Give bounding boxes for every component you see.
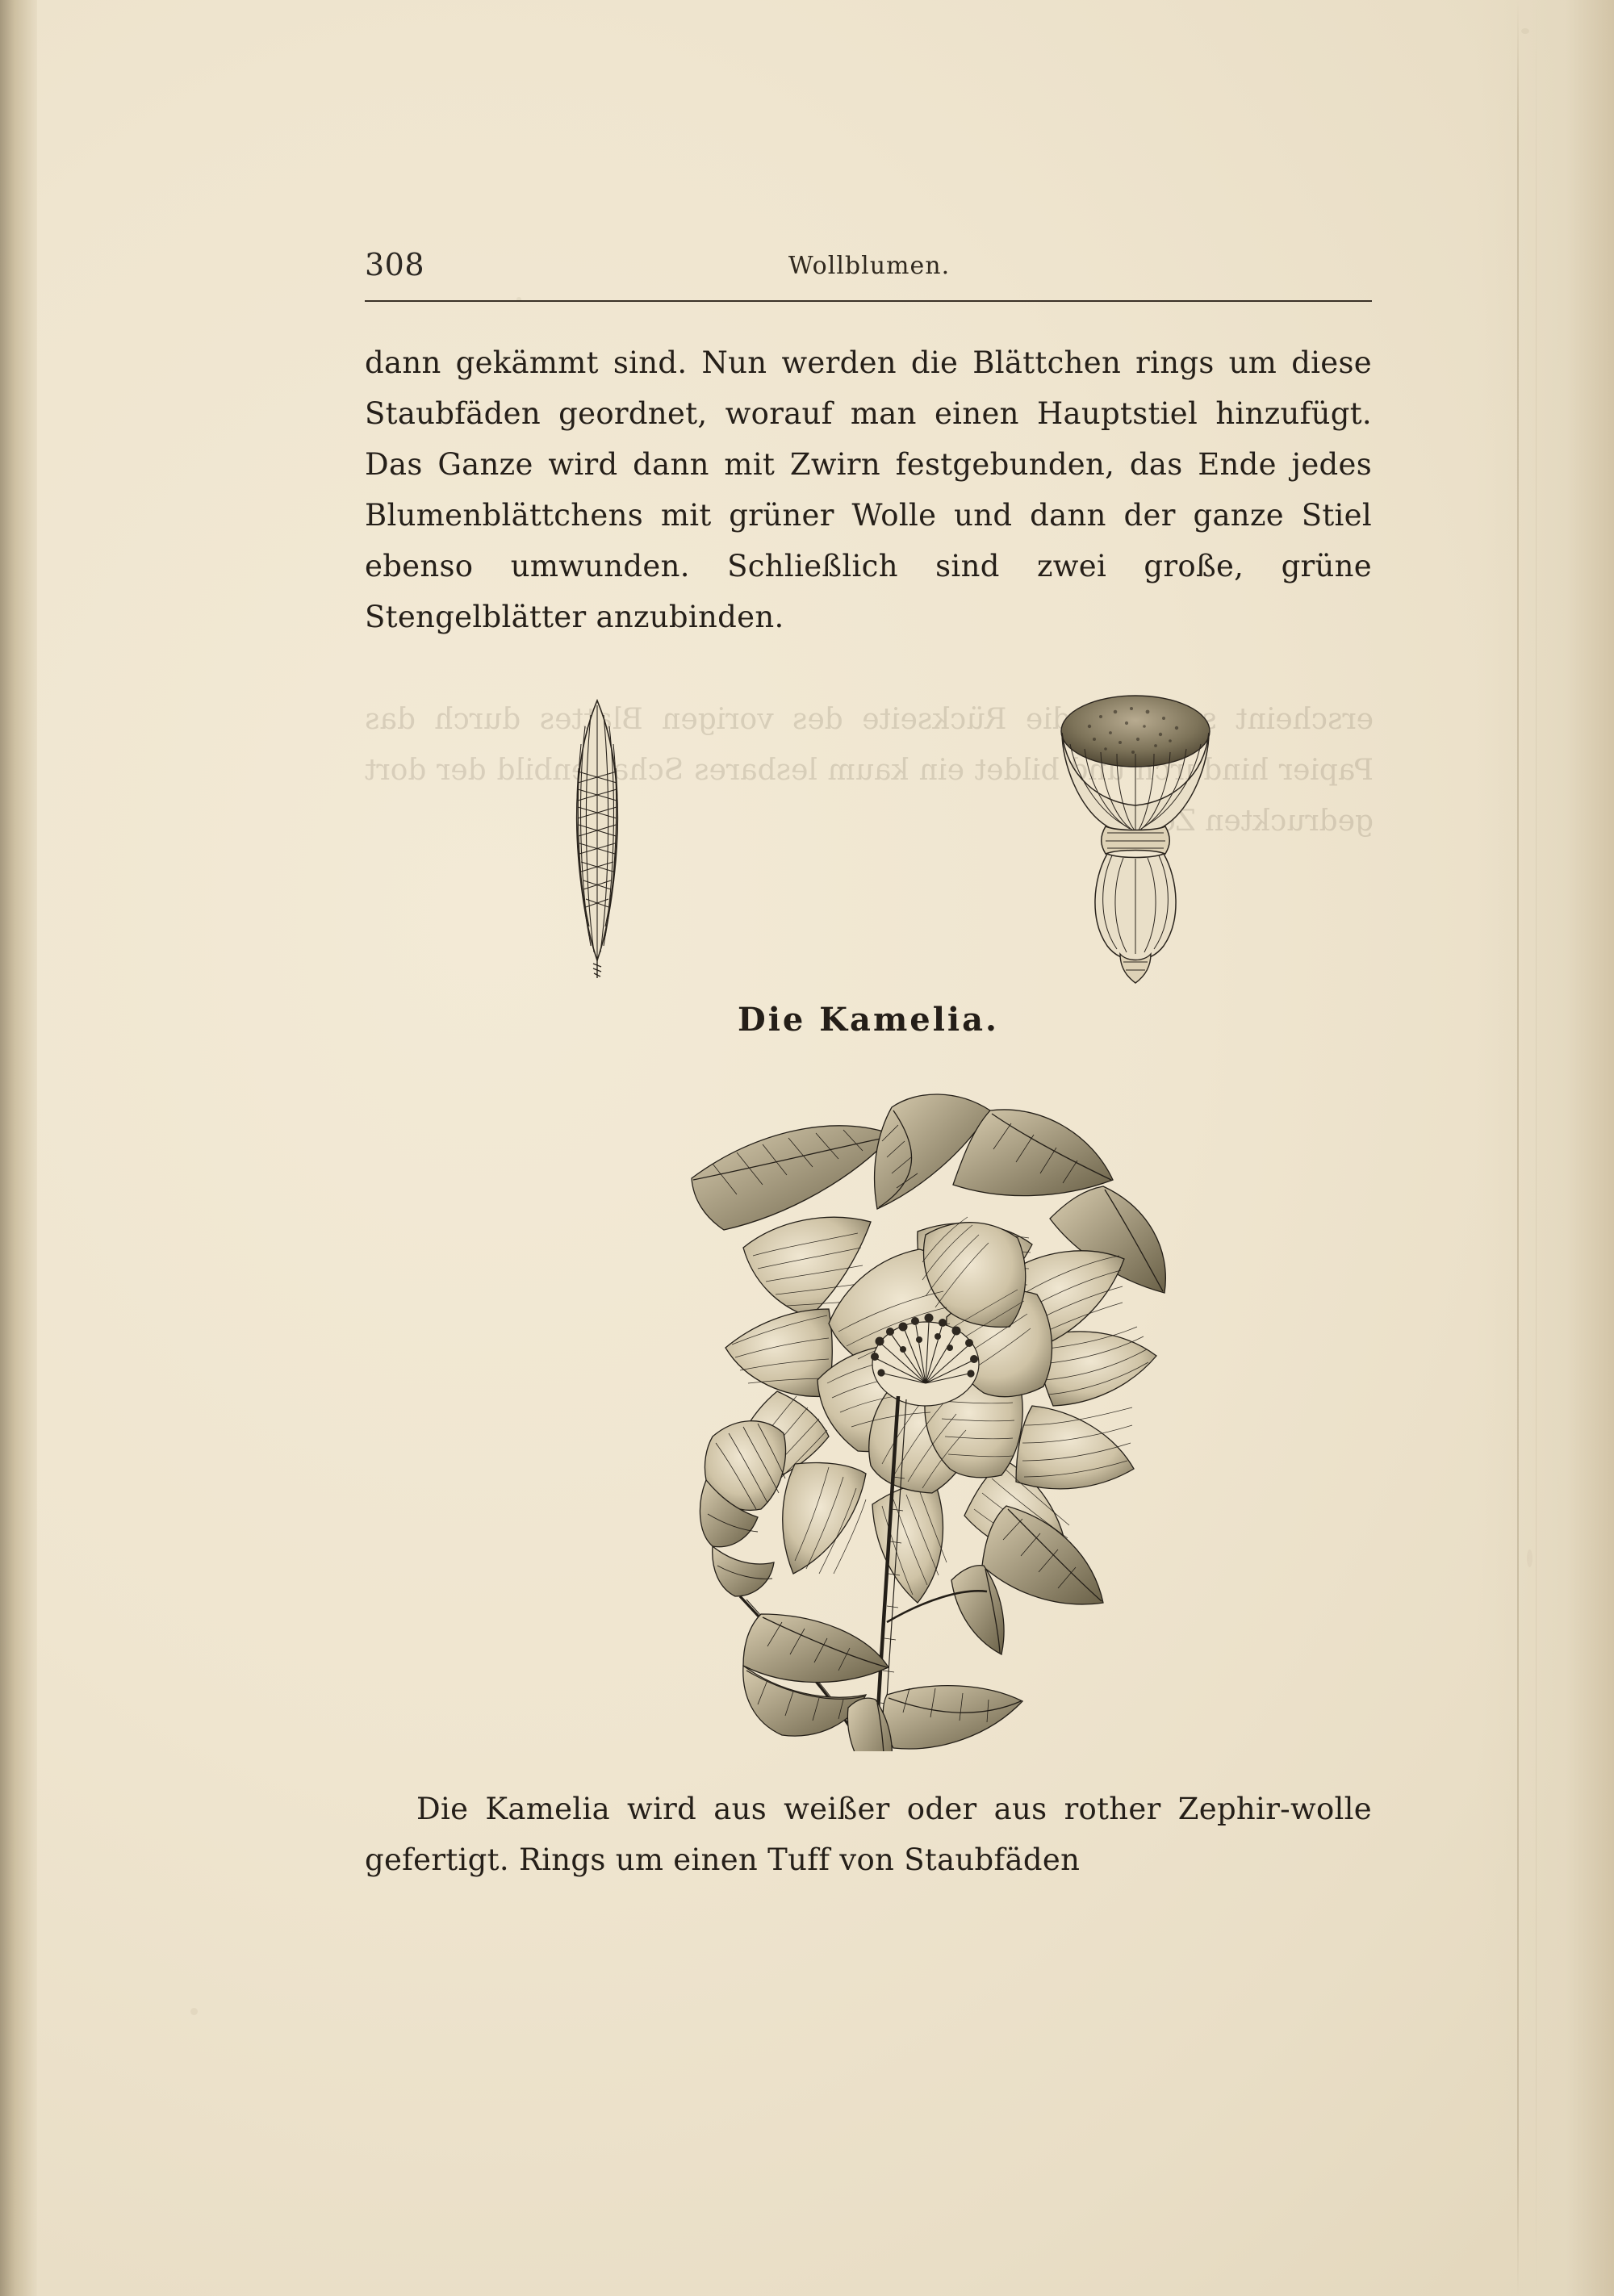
- bleed-through-text: erscheint schwach die Rückseite des vorigen Blattes durch das Papier hindurch und bildet ein kaum lesbares Schattenbild der dort gedruckten Zeilen: [365, 703, 1374, 838]
- paragraph-first: dann gekämmt sind. Nun werden die Blättchen rings um diese Staubfäden geordnet, worauf man einen Hauptstiel hinzufügt. Das Ganze wird dann mit Zwirn festgebunden, das Ende jedes Blumenblättchens mit grüner Wolle und dann der ganze Stiel ebenso umwunden. Schließlich sind zwei große, grüne Stengelblätter anzubinden.: [365, 345, 1372, 634]
- paper-speck: [1521, 28, 1529, 34]
- woolwork-stamen-tuft-figure: [1043, 688, 1228, 990]
- paper-speck: [1527, 1549, 1532, 1567]
- running-head: Wollblumen.: [788, 252, 951, 280]
- page-number: 308: [365, 247, 425, 282]
- paper-speck: [190, 2008, 198, 2015]
- header-rule: [365, 300, 1372, 302]
- camellia-flower-engraving: [571, 1057, 1216, 1751]
- page-edge-shadow-secondary: [1536, 0, 1537, 2296]
- paragraph-closing: Die Kamelia wird aus weißer oder aus rother Zephir-wolle gefertigt. Rings um einen Tuff von Staubfäden: [365, 1792, 1372, 1877]
- page-header: [365, 242, 1374, 299]
- page-edge-shadow: [1517, 0, 1519, 2296]
- woolwork-petal-figure: [549, 694, 646, 985]
- figure-caption: Die Kamelia.: [738, 1001, 999, 1039]
- figure-row-woolwork-parts: [365, 694, 1372, 1001]
